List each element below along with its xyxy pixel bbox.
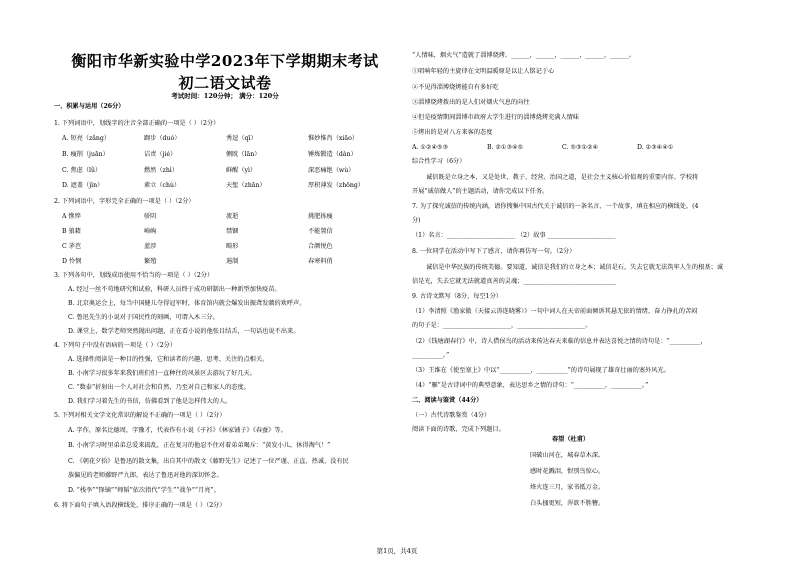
left-line <box>62 182 390 190</box>
left-line: A. 字作，原名比德周，字豫才，代表作有小说《孑衫》《林家铺子》《春蚕》等。 <box>68 427 287 434</box>
exam-time-score: 考试时间：120分钟； 满分：120分 <box>171 92 279 100</box>
choice-option: B. ②①③④⑤ <box>487 144 524 151</box>
option-cell: 秀逗（qī） <box>226 135 257 142</box>
option-cell: 崎峋 <box>144 228 157 235</box>
option-cell: C. 焦虑（lǜ） <box>62 167 102 174</box>
left-line: C. 鲁迅先生的小说对于国民性的刻画，可谓入木三分。 <box>68 314 219 321</box>
option-cell: 诘责（jié） <box>144 151 177 158</box>
left-line <box>62 135 390 143</box>
left-line <box>62 151 390 159</box>
left-line: 4. 下列句子中没有语病的一项是（ ）（2分） <box>54 342 177 349</box>
option-cell: 锤炼锻造（dàn） <box>308 151 357 158</box>
right-line: ③淄博烧烤拨出的是人们对烟火气息的向往 <box>412 99 530 106</box>
option-cell: B. 瘦削（juān） <box>62 151 109 158</box>
left-line: 一、积累与运用（26分） <box>54 103 125 110</box>
right-line: 二、阅读与鉴赏（44分） <box>412 397 483 404</box>
option-cell: A 憔悴 <box>62 213 81 220</box>
exam-title: 衡阳市华新实验中学2023年下学期期末考试 <box>71 52 379 70</box>
right-line: 8. 一位同学在活动中写下了感言，请你再仿写一句。（2分） <box>412 248 576 255</box>
left-line: 3. 下列各句中，划线成语使用不恰当的一项是（ ）（2分） <box>54 272 214 279</box>
right-line: （1）名言：______________________ （2）故事 ______________________ <box>412 232 616 239</box>
option-cell: 挑肥拣瘦 <box>308 213 333 220</box>
choice-option: D. ②③④④① <box>637 144 674 151</box>
left-line: 6. 将下面句子填入语段横线处，排序正确的一项是（ ）（2分） <box>54 502 226 509</box>
option-cell: 厚积薄发（zhōng） <box>308 182 365 189</box>
poem-line: 烽火连三月，家书抵万金。 <box>530 484 605 491</box>
right-line: 的句子是：______________________，______________________。 <box>412 322 592 329</box>
right-line: 分) <box>412 217 421 224</box>
left-line: A. 经过一丝不苟地研究和试验，科研人员终于成功研制出一种新型加快疫苗。 <box>68 286 281 293</box>
left-line <box>62 243 390 251</box>
option-cell: 禁锢 <box>226 228 239 235</box>
option-cell: 深恶痛绝（wù） <box>308 167 355 174</box>
option-cell: 合颜悦色 <box>308 243 333 250</box>
choice-option: C. ⑤③①②④ <box>562 144 599 151</box>
option-cell: 不能置信 <box>308 228 333 235</box>
left-line: 5. 下列对相关文学文化常识的解说不正确的一项是（ ）（2分） <box>54 412 226 419</box>
option-cell: 天堑（zhǎn） <box>226 182 266 189</box>
left-line <box>62 228 390 236</box>
left-line: 族偏见的老师藤野严九郎，表达了鲁迅对他的深切怀念。 <box>68 472 223 479</box>
choice-option: A. ①②④⑤③ <box>412 144 449 151</box>
poem-line: 感时花溅泪，恨别鸟惊心。 <box>530 468 605 475</box>
right-line: （4）“雁”是古诗词中的典型意象，表达思乡之情的诗句：“__________，__________。” <box>412 382 649 389</box>
option-cell: 侧眈（lān） <box>226 151 261 158</box>
right-line: ②不见得淄博烧烤能自有多好吃 <box>412 84 499 91</box>
page-footer: 第1页，共4页 <box>376 547 418 555</box>
right-line: 阅读下面的诗歌，完成下列题目。 <box>412 426 505 433</box>
option-cell: 骄阴 <box>144 213 157 220</box>
option-cell: 蓝涉 <box>144 243 157 250</box>
option-cell: D 怜悯 <box>62 258 82 265</box>
right-line: （3）王维在《使至塞上》中以“__________，__________”的诗句展现了雄奇壮丽的塞外风光。 <box>412 367 670 374</box>
left-line: 1. 下列词语中，划线字的注音全部正确的一项是（ ）（2分） <box>54 120 220 127</box>
left-line: A. 选择性阅读是一种目的性强，它和读者的兴趣、思考、关注的点相关。 <box>68 356 269 363</box>
left-line: C. “数泰”折射出一个人对社会和自然，乃至对自己和家人的态度。 <box>68 384 250 391</box>
option-cell: 遏制 <box>226 258 239 265</box>
option-cell: A. 短亮（zǎng） <box>62 135 111 142</box>
right-line: 信是光，失去它就无法就道真善的灵魂；______________________________ <box>412 278 617 285</box>
right-line: 诚信是中华民族的传统美德。要知道，诚信是我们的立身之本；诚信是石，失去它就无法筑牢人生的根基；诚 <box>426 264 723 271</box>
left-line: D. “栈李”“锋镝”“师韬”依次指代“学生”“战争”“月亮”。 <box>68 487 220 494</box>
right-line: “人情味，烟火气”造就了淄博烧烤。______，______，______，______，______。 <box>412 52 635 59</box>
poem-line: 国破山河在，城春草木深。 <box>530 452 605 459</box>
option-cell: 流逝 <box>226 213 239 220</box>
right-line: 开展“诚信做人”的主题活动，请你完成以下任务。 <box>412 188 549 195</box>
right-line: （一）古代诗歌鉴赏（4分） <box>412 412 491 419</box>
left-line <box>62 213 390 221</box>
option-cell: 素立（chù） <box>144 182 181 189</box>
left-line: D. 课堂上，数学老师突然抛出问题，正在看小说的他张目结舌，一句话也说不出来。 <box>68 328 300 335</box>
option-cell: 惟妙惟肖（xiāo） <box>308 135 359 142</box>
left-line: B. 小南学习时里弟弟总爱来捣乱，正在复习的他忍不住对着弟弟喝斥：“黄发小儿，休得淘气！” <box>68 442 331 449</box>
option-cell: B 狼藉 <box>62 228 81 235</box>
right-line: 诚信既是立身之本，又是处世、教子、经营、治国之道，是社会主义核心价值观的重要内容。学校将 <box>426 174 699 181</box>
option-cell: D. 遮盖（jìn） <box>62 182 104 189</box>
left-line: 2. 下列词语中，字形完全正确的一项是（ ）（2分） <box>54 198 195 205</box>
left-line: D. 我们学习着先生的书信，仿佛看到了他是怎样伟大的人。 <box>68 398 232 405</box>
option-cell: 燃然（zhì） <box>144 167 178 174</box>
exam-subject-title: 初二语文试卷 <box>178 74 272 92</box>
right-line: （1）李清照《渔家傲（天接云涛连晓雾）》一句中词人在天帝前面倾诉其悬无依的情绪，奋力挣扎的苦闷 <box>412 308 698 315</box>
option-cell: 畸形 <box>226 243 239 250</box>
left-line: C. 《朝花夕拾》是鲁迅的散文集，出自其中的散文《藤野先生》记述了一位严谨、正直、热诚、没有民 <box>68 458 349 465</box>
option-cell: 蹿步（duó） <box>144 135 181 142</box>
right-line: ①唱响年轻的主旋律在文明温暖原是以让人铭记于心 <box>412 68 555 75</box>
option-cell: 繁殖 <box>144 258 157 265</box>
option-cell: C 茅芭 <box>62 243 82 250</box>
right-line <box>412 144 712 152</box>
poem-line: 白头搔更短，浑欲不胜簪。 <box>530 500 605 507</box>
right-line: 7. 为了探究诚信的传统内涵，请你搜集中国古代关于诚信的一条名言、一个故事，填在相应的横线处。(4 <box>412 203 699 210</box>
left-line: B. 小南学习很多年来我们班们们一直种往的风景区去游玩了好几天。 <box>68 370 256 377</box>
left-line: B. 北京奥运会上，每当中国健儿夺得冠军时，体育馆内就会爆发出振聋发聩的欢呼声。 <box>68 300 306 307</box>
right-line: 综合性学习（6分） <box>412 158 466 165</box>
option-cell: 鲜醒（yì） <box>226 167 257 174</box>
right-line: ④但是疫情期间淄博市政府大学生进行的淄博烧烤充满人情味 <box>412 114 580 121</box>
right-line: ⑤烤出的是对八方来客的态度 <box>412 129 493 136</box>
option-cell: 春寒料俏 <box>308 258 333 265</box>
right-line: __________。” <box>412 352 450 359</box>
poem-title: 春望（杜甫） <box>552 436 590 443</box>
right-line: 9. 古诗文默写（8分，每空1分） <box>412 293 502 300</box>
left-line <box>62 258 390 266</box>
right-line: （2）《钱塘湖春行》中，诗人借侯鸟的活动来传达春天来临的信息并表达喜悦之情的诗句是：“__________， <box>412 338 707 345</box>
left-line <box>62 167 390 175</box>
